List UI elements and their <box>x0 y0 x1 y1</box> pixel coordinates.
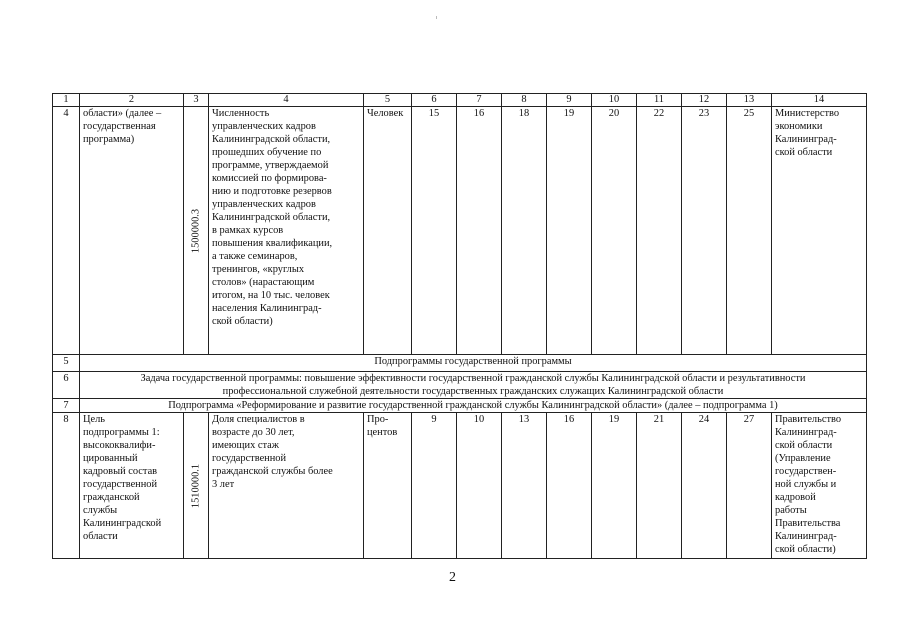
col-num-3: 3 <box>184 94 209 107</box>
value-cell: 10 <box>457 413 502 559</box>
table-row-5 <box>53 355 867 372</box>
table-row-6 <box>53 372 867 399</box>
indicator-code-cell <box>184 107 209 355</box>
col-num-5: 5 <box>364 94 412 107</box>
value-cell: 18 <box>502 107 547 355</box>
value-cell: 20 <box>592 107 637 355</box>
col-num-13: 13 <box>727 94 772 107</box>
table-row-4 <box>53 107 867 355</box>
col-num-9: 9 <box>547 94 592 107</box>
value-cell: 13 <box>502 413 547 559</box>
col-num-8: 8 <box>502 94 547 107</box>
subprogram-title: Подпрограмма «Реформирование и развитие государственной гражданской службы Калининградской области» (далее – подпрограмма 1) <box>80 399 867 413</box>
section-title: Подпрограммы государственной программы <box>80 355 867 372</box>
indicator-cell: Доля специалистов в возрасте до 30 лет, имеющих стаж государственной гражданской службы более 3 лет <box>209 413 364 559</box>
unit-cell: Человек <box>364 107 412 355</box>
scan-mark <box>436 16 437 19</box>
table-row-8 <box>53 413 867 559</box>
col-num-12: 12 <box>682 94 727 107</box>
row-number: 4 <box>53 107 80 355</box>
indicator-code: 1510000.1 <box>190 463 202 508</box>
col-num-10: 10 <box>592 94 637 107</box>
row-number: 5 <box>53 355 80 372</box>
col-num-6: 6 <box>412 94 457 107</box>
value-cell: 19 <box>592 413 637 559</box>
row-number: 7 <box>53 399 80 413</box>
value-cell: 15 <box>412 107 457 355</box>
value-cell: 21 <box>637 413 682 559</box>
value-cell: 19 <box>547 107 592 355</box>
col-num-14: 14 <box>772 94 867 107</box>
col-num-7: 7 <box>457 94 502 107</box>
value-cell: 22 <box>637 107 682 355</box>
responsible-cell: Министерство экономики Калининград- ской области <box>772 107 867 355</box>
col-num-1: 1 <box>53 94 80 107</box>
column-number-row <box>53 94 867 107</box>
page-number: 2 <box>449 570 456 585</box>
value-cell: 16 <box>457 107 502 355</box>
indicator-cell: Численность управленческих кадров Калининградской области, прошедших обучение по программе, утверждаемой комиссией по формирова- нию и подготовке резервов управленческих кадров Калининградской области, в рамках курсов повышения квалификации, а также семинаров, тренингов, «круглых столов» (нарастающим итогом, на 10 тыс. человек населения Калининград- ской области) <box>209 107 364 355</box>
goal-name-cell: Цель подпрограммы 1: высококвалифи- цированный кадровый состав государственной гражданской службы Калининградской области <box>80 413 184 559</box>
value-cell: 27 <box>727 413 772 559</box>
unit-cell: Про- центов <box>364 413 412 559</box>
indicator-code-cell <box>184 413 209 559</box>
col-num-2: 2 <box>80 94 184 107</box>
value-cell: 24 <box>682 413 727 559</box>
row-number: 8 <box>53 413 80 559</box>
value-cell: 16 <box>547 413 592 559</box>
col-num-4: 4 <box>209 94 364 107</box>
responsible-cell: Правительство Калининград- ской области (Управление государствен- ной службы и кадровой работы Правительства Калининград- ской области) <box>772 413 867 559</box>
value-cell: 23 <box>682 107 727 355</box>
table-row-7 <box>53 399 867 413</box>
value-cell: 25 <box>727 107 772 355</box>
task-text: Задача государственной программы: повышение эффективности государственной гражданской службы Калининградской области и результативности профессиональной служебной деятельности государственных гражданских служащих Калининградской области <box>80 372 867 399</box>
value-cell: 9 <box>412 413 457 559</box>
row-number: 6 <box>53 372 80 399</box>
goal-name-cell: области» (далее – государственная программа) <box>80 107 184 355</box>
indicators-table <box>52 93 867 559</box>
indicator-code: 1500000.3 <box>190 208 202 253</box>
col-num-11: 11 <box>637 94 682 107</box>
